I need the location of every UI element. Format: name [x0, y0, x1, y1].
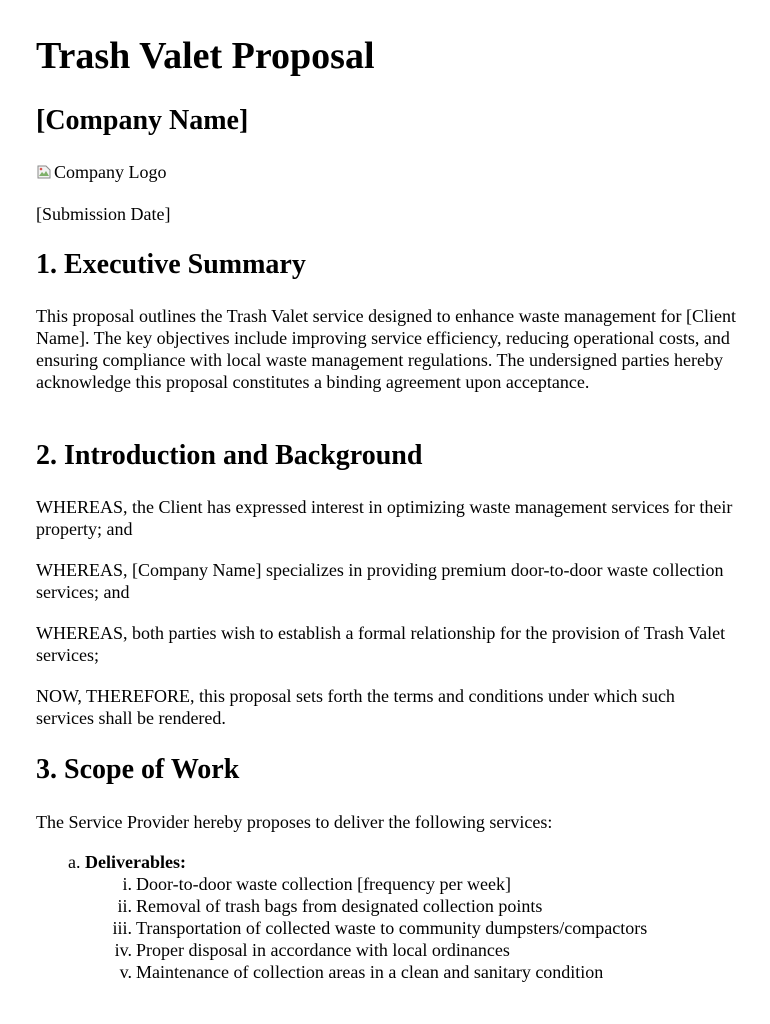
- list-item: [100, 895, 647, 917]
- section-heading-scope-of-work: 3. Scope of Work: [36, 754, 240, 785]
- list-item-text: Removal of trash bags from designated collection points: [136, 896, 543, 916]
- list-item-number: i.: [122, 874, 132, 894]
- company-logo: [36, 160, 167, 184]
- list-item: [100, 873, 647, 895]
- list-item-text: Transportation of collected waste to community dumpsters/compactors: [136, 918, 648, 938]
- list-item: [100, 939, 647, 961]
- list-item: [100, 961, 647, 983]
- list-item-number: ii.: [117, 896, 132, 916]
- whereas-paragraph-3: WHEREAS, both parties wish to establish a formal relationship for the provision of Trash Valet services;: [36, 623, 726, 665]
- section-heading-executive-summary: 1. Executive Summary: [36, 249, 306, 280]
- whereas-paragraph-1: WHEREAS, the Client has expressed interest in optimizing waste management services for their property; and: [36, 497, 733, 539]
- deliverables-label: Deliverables:: [85, 852, 186, 872]
- list-item: [100, 917, 647, 939]
- submission-date: [Submission Date]: [36, 204, 171, 224]
- list-item-number: v.: [119, 962, 132, 982]
- executive-summary-paragraph: This proposal outlines the Trash Valet service designed to enhance waste management for [Client Name]. The key objectives include improving service efficiency, reducing operational costs, and ensuring compliance with local waste management regulations. The undersigned parties hereby acknowledge this proposal constitutes a binding agreement upon acceptance.: [36, 306, 736, 392]
- deliverables-list-item: [68, 851, 186, 873]
- document-title: Trash Valet Proposal: [36, 35, 375, 77]
- section-heading-introduction: 2. Introduction and Background: [36, 440, 423, 471]
- list-item-text: Proper disposal in accordance with local ordinances: [136, 940, 510, 960]
- list-item-text: Door-to-door waste collection [frequency per week]: [136, 874, 511, 894]
- list-marker: a.: [68, 852, 81, 872]
- list-item-number: iv.: [114, 940, 132, 960]
- company-logo-alt-text: Company Logo: [54, 162, 167, 182]
- scope-intro-paragraph: The Service Provider hereby proposes to deliver the following services:: [36, 812, 553, 832]
- now-therefore-paragraph: NOW, THEREFORE, this proposal sets forth the terms and conditions under which such services shall be rendered.: [36, 686, 675, 728]
- whereas-paragraph-2: WHEREAS, [Company Name] specializes in providing premium door-to-door waste collection services; and: [36, 560, 724, 602]
- company-name-heading: [Company Name]: [36, 105, 249, 136]
- list-item-text: Maintenance of collection areas in a clean and sanitary condition: [136, 962, 604, 982]
- deliverables-sublist: [100, 873, 647, 983]
- list-item-number: iii.: [112, 918, 132, 938]
- broken-image-icon: [36, 164, 52, 180]
